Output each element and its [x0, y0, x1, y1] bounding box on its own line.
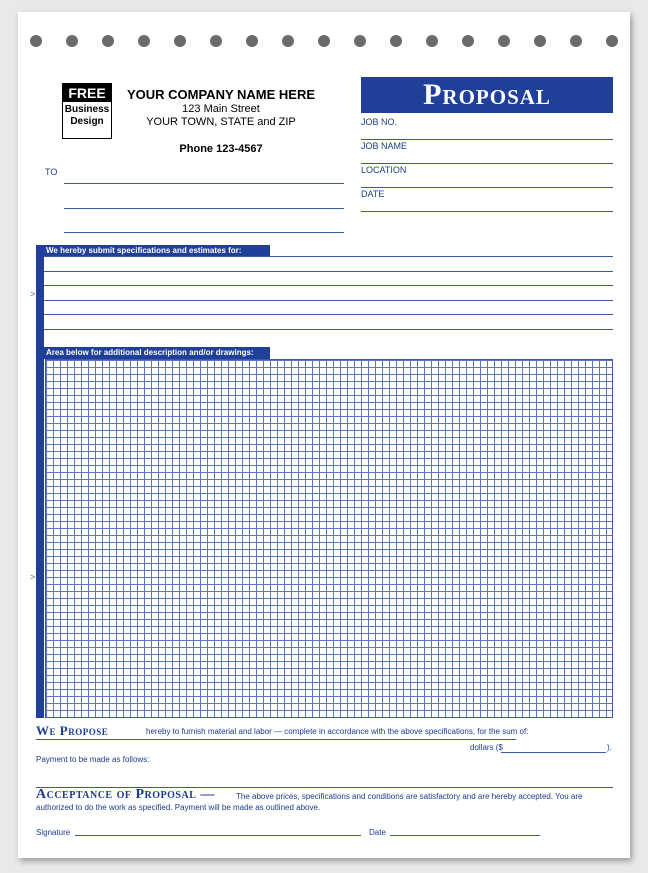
acceptance-title: Acceptance of Proposal —: [36, 787, 215, 802]
to-label: TO: [45, 167, 58, 177]
dollars-amount-line[interactable]: [501, 752, 606, 753]
punch-hole: [390, 35, 402, 47]
company-street: 123 Main Street: [182, 103, 260, 115]
drawing-grid[interactable]: [45, 359, 613, 718]
we-propose-title: We Propose: [36, 723, 109, 738]
to-line-2[interactable]: [64, 208, 344, 209]
punch-hole: [606, 35, 618, 47]
spec-line[interactable]: [44, 300, 613, 301]
punch-hole: [462, 35, 474, 47]
drawings-header: Area below for additional description and/or drawings:: [44, 347, 270, 359]
spec-line[interactable]: [44, 271, 613, 272]
spec-line[interactable]: [44, 285, 613, 286]
payment-label: Payment to be made as follows:: [36, 755, 150, 764]
job-name-line[interactable]: [361, 163, 613, 164]
company-logo: [62, 83, 112, 139]
sum-line[interactable]: [36, 739, 516, 740]
location-line[interactable]: [361, 187, 613, 188]
punch-hole: [30, 35, 42, 47]
logo-free-text: FREE: [63, 84, 111, 102]
we-propose-text: hereby to furnish material and labor — complete in accordance with the above specifications, for the sum of:: [146, 727, 529, 736]
punch-hole: [534, 35, 546, 47]
to-line-3[interactable]: [64, 232, 344, 233]
form-title: Proposal: [361, 77, 613, 113]
signature-line[interactable]: [75, 835, 361, 836]
date-field-label: DATE: [361, 189, 385, 199]
company-town: YOUR TOWN, STATE and ZIP: [146, 116, 296, 128]
job-name-label: JOB NAME: [361, 141, 408, 151]
punch-hole: [102, 35, 114, 47]
logo-line-2: Design: [70, 116, 104, 127]
spec-line[interactable]: [44, 329, 613, 330]
signature-label: Signature: [36, 828, 71, 837]
date-field-line[interactable]: [361, 211, 613, 212]
date-label: Date: [369, 828, 386, 837]
acceptance-text: The above prices, specifications and conditions are satisfactory and are hereby accepted. You are authorized to do the work as specified. Payment will be made as outlined above.: [36, 792, 583, 812]
spec-line[interactable]: [44, 256, 613, 257]
punch-hole: [210, 35, 222, 47]
specifications-header: We hereby submit specifications and estimates for:: [44, 245, 270, 257]
punch-hole: [354, 35, 366, 47]
punch-hole: [318, 35, 330, 47]
punch-hole: [138, 35, 150, 47]
dollars-label: dollars ($: [470, 743, 503, 752]
punch-hole: [174, 35, 186, 47]
job-no-line[interactable]: [361, 139, 613, 140]
punch-hole: [66, 35, 78, 47]
punch-hole: [570, 35, 582, 47]
dollars-close-label: ).: [607, 743, 612, 752]
to-line-1[interactable]: [64, 183, 344, 184]
fold-arrow-icon: >: [30, 572, 36, 582]
side-bar: [36, 245, 44, 718]
company-phone: Phone 123-4567: [179, 143, 263, 155]
logo-line-1: Business: [64, 104, 110, 115]
date-line[interactable]: [390, 835, 540, 836]
location-label: LOCATION: [361, 165, 407, 175]
punch-hole: [246, 35, 258, 47]
proposal-form-sheet: [18, 12, 630, 858]
company-name: YOUR COMPANY NAME HERE: [126, 87, 316, 102]
spec-line[interactable]: [44, 314, 613, 315]
fold-arrow-icon: >: [30, 289, 36, 299]
job-no-label: JOB NO.: [361, 117, 398, 127]
punch-hole: [426, 35, 438, 47]
punch-hole: [282, 35, 294, 47]
punch-hole: [498, 35, 510, 47]
